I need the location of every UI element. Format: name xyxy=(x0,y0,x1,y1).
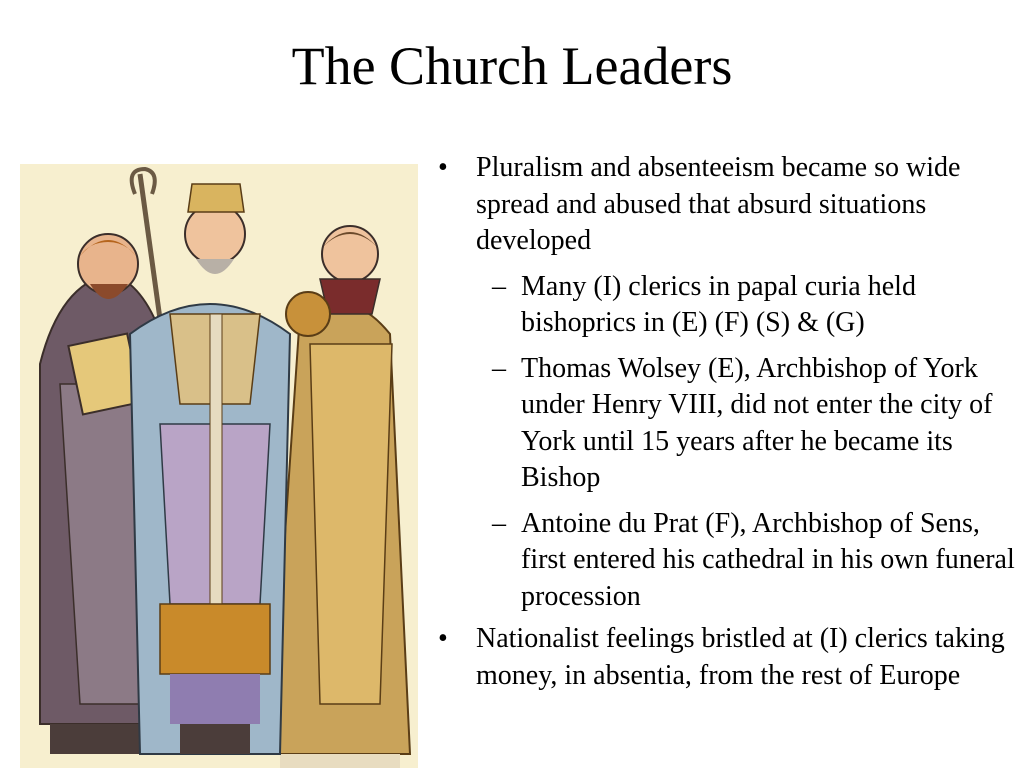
sub-bullet-marker: – xyxy=(492,507,506,539)
sub-bullet-text: Antoine du Prat (F), Archbishop of Sens, first entered his cathedral in his own funeral procession xyxy=(521,507,1015,612)
clergy-illustration xyxy=(20,164,418,768)
sub-bullet-marker: – xyxy=(492,270,506,302)
sub-bullet-item xyxy=(436,351,1016,497)
sub-bullet-item xyxy=(436,269,1016,342)
central-bishop-figure xyxy=(130,169,290,754)
sub-bullet-marker: – xyxy=(492,352,506,384)
sub-bullet-text: Thomas Wolsey (E), Archbishop of York under Henry VIII, did not enter the city of York until 15 years after he became its Bishop xyxy=(521,352,993,493)
bullet-marker: • xyxy=(438,623,448,654)
bullet-text: Pluralism and absenteeism became so wide spread and abused that absurd situations developed xyxy=(476,152,961,256)
sub-bullet-text: Many (I) clerics in papal curia held bishoprics in (E) (F) (S) & (G) xyxy=(521,270,916,338)
right-cleric-figure xyxy=(270,226,410,768)
slide-title: The Church Leaders xyxy=(291,36,733,96)
bullet-item xyxy=(436,621,1016,694)
sub-bullet-item xyxy=(436,506,1016,616)
clergy-illustration-drawing xyxy=(20,164,418,768)
bullet-text: Nationalist feelings bristled at (I) clerics taking money, in absentia, from the rest of Europe xyxy=(476,623,1005,691)
bullet-item xyxy=(436,150,1016,615)
bullet-marker: • xyxy=(438,152,448,183)
bullet-list xyxy=(436,150,1016,700)
